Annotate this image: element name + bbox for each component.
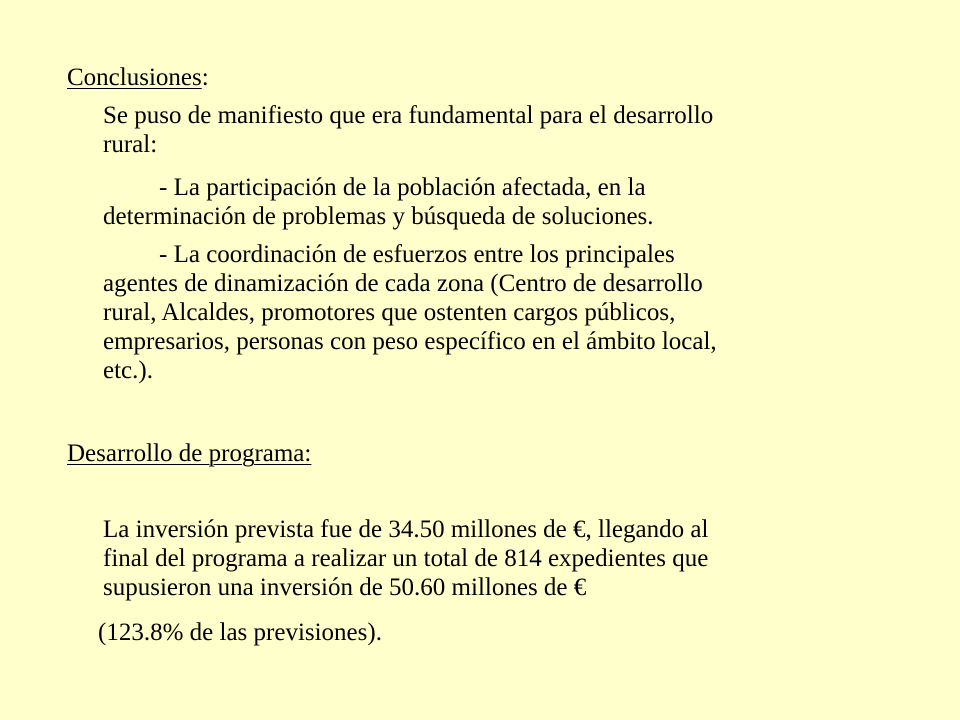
text-line: La inversión prevista fue de 34.50 millones de €, llegando al bbox=[103, 516, 709, 543]
text-line: Se puso de manifiesto que era fundamental para el desarrollo bbox=[103, 102, 714, 129]
conclusiones-heading-row bbox=[67, 63, 209, 92]
conclusiones-heading: Conclusiones bbox=[67, 64, 202, 91]
conclusiones-item-participacion bbox=[103, 173, 654, 231]
text-line: etc.). bbox=[103, 357, 153, 384]
desarrollo-heading: Desarrollo de programa: bbox=[67, 440, 312, 467]
text-line: - La participación de la población afectada, en la bbox=[159, 174, 646, 201]
desarrollo-body bbox=[103, 515, 708, 602]
conclusiones-item-coordinacion bbox=[103, 240, 717, 385]
text-line: empresarios, personas con peso específico en el ámbito local, bbox=[103, 328, 717, 355]
text-line: final del programa a realizar un total de 814 expedientes que bbox=[103, 545, 709, 572]
conclusiones-intro bbox=[103, 101, 713, 159]
desarrollo-heading-row bbox=[67, 439, 311, 468]
text-line: - La coordinación de esfuerzos entre los principales bbox=[159, 241, 675, 268]
text-line: (123.8% de las previsiones). bbox=[98, 619, 382, 646]
conclusiones-heading-colon: : bbox=[201, 64, 209, 91]
text-line: determinación de problemas y búsqueda de soluciones. bbox=[103, 203, 654, 230]
desarrollo-footnote bbox=[98, 618, 382, 647]
text-line: rural: bbox=[103, 131, 158, 158]
text-line: agentes de dinamización de cada zona (Centro de desarrollo bbox=[103, 270, 703, 297]
text-line: rural, Alcaldes, promotores que ostenten cargos públicos, bbox=[103, 299, 676, 326]
text-line: supusieron una inversión de 50.60 millones de € bbox=[103, 574, 587, 601]
